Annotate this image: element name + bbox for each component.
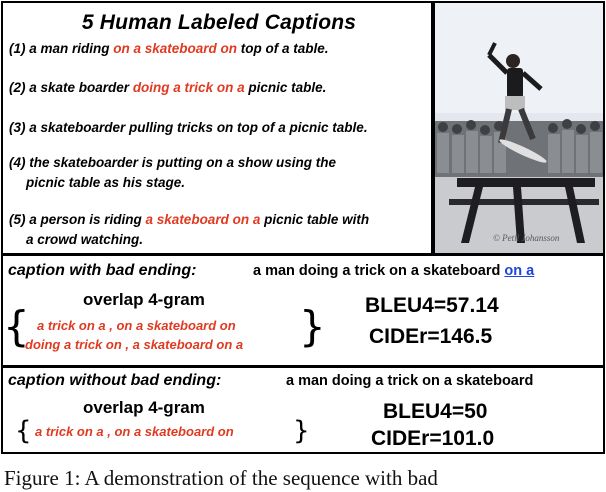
- cider-score: CIDEr=101.0: [371, 427, 495, 450]
- caption-item-1: [9, 39, 329, 59]
- caption-main: a man doing a trick on a skateboard: [253, 263, 505, 279]
- caption-text: (1) a man riding: [9, 41, 114, 56]
- caption-text: top of a table.: [237, 41, 329, 56]
- figure-caption: Figure 1: A demonstration of the sequence with bad: [4, 466, 438, 490]
- caption-continuation: picnic table as his stage.: [26, 175, 186, 190]
- captions-title: 5 Human Labeled Captions: [81, 11, 357, 34]
- caption-item-5: [9, 210, 369, 250]
- caption-item-3: [9, 118, 368, 138]
- bad-ending-panel: [1, 254, 605, 367]
- right-brace: }: [299, 302, 326, 351]
- caption-item-4: [9, 153, 336, 193]
- ngrams-line-1: a trick on a , on a skateboard on: [35, 424, 234, 439]
- left-brace: {: [15, 416, 32, 446]
- bad-ending-tail: on a: [504, 263, 535, 279]
- cider-score: CIDEr=146.5: [369, 325, 493, 348]
- bad-ending-label: caption with bad ending:: [8, 262, 197, 279]
- photo-illustration: [435, 3, 603, 253]
- overlap-title: overlap 4-gram: [83, 398, 205, 417]
- no-bad-ending-panel: [1, 366, 605, 454]
- human-captions-panel: [1, 1, 433, 255]
- ngrams-line-1: a trick on a , on a skateboard on: [37, 318, 236, 333]
- caption-continuation: a crowd watching.: [26, 232, 144, 247]
- left-brace: {: [3, 302, 30, 351]
- caption-text: picnic table.: [244, 80, 327, 95]
- skateboarder-photo: [433, 1, 605, 255]
- right-brace: }: [293, 416, 310, 446]
- photo-watermark: © Petil Johansson: [493, 233, 560, 243]
- caption-highlight: a skateboard on a: [145, 212, 261, 227]
- bleu-score: BLEU4=50: [383, 400, 488, 423]
- caption-highlight: doing a trick on a: [132, 80, 245, 95]
- caption-text: picnic table with: [260, 212, 370, 227]
- overlap-title: overlap 4-gram: [83, 290, 205, 309]
- caption-text: (4) the skateboarder is putting on a show using the: [9, 155, 337, 170]
- no-bad-ending-caption: a man doing a trick on a skateboard: [286, 373, 534, 389]
- no-bad-ending-label: caption without bad ending:: [8, 372, 222, 389]
- caption-text: (5) a person is riding: [9, 212, 146, 227]
- bleu-score: BLEU4=57.14: [365, 294, 499, 317]
- bad-ending-caption: [253, 263, 534, 279]
- caption-item-2: [9, 78, 326, 98]
- ngrams-line-2: doing a trick on , a skateboard on a: [25, 337, 244, 352]
- caption-highlight: on a skateboard on: [113, 41, 238, 56]
- caption-text: (2) a skate boarder: [9, 80, 133, 95]
- caption-text: (3) a skateboarder pulling tricks on top of a picnic table.: [9, 120, 368, 135]
